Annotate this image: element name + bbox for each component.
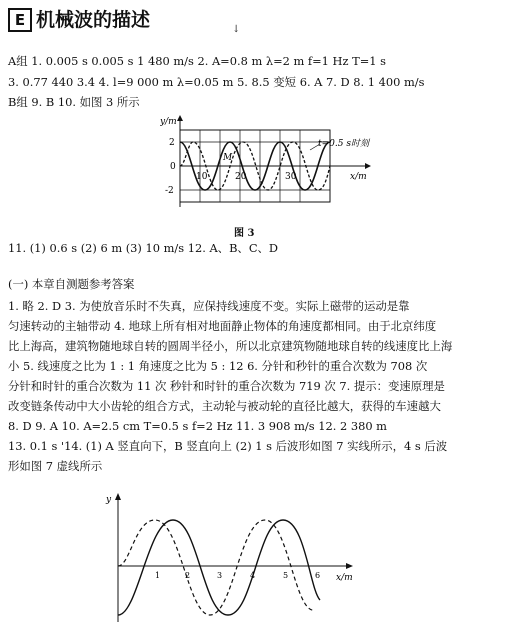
figure-3 — [160, 112, 390, 222]
x-tick-30: 30 — [285, 172, 297, 182]
y-tick-2: 2 — [169, 138, 175, 148]
answer-line: 1. 略 2. D 3. 为使放音乐时不失真，应保持线速度不变。实际上磁带的运动是靠 — [8, 299, 410, 313]
section-heading: (一) 本章自测题参考答案 — [8, 277, 135, 291]
answer-line-a1: A组 1. 0.005 s 0.005 s 1 480 m/s 2. A=0.8 m λ=2 m f=1 Hz T=1 s — [8, 54, 386, 68]
answer-line: 匀速转动的主轴带动 4. 地球上所有相对地面静止物体的角速度都相同。由于北京纬度 — [8, 319, 437, 333]
answer-line-a2: 3. 0.77 440 3.4 4. l=9 000 m λ=0.05 m 5. 8.5 变短 6. A 7. D 8. 1 400 m/s — [8, 75, 425, 89]
x-axis-label: x/m — [336, 573, 353, 583]
wave-dashed — [118, 520, 315, 615]
y-tick-0: 0 — [170, 162, 176, 172]
x-tick-5: 5 — [283, 571, 289, 580]
answer-line-11: 11. (1) 0.6 s (2) 6 m (3) 10 m/s 12. A、B、C、D — [8, 241, 279, 255]
x-tick-4: 4 — [250, 571, 256, 580]
x-tick-1: 1 — [155, 571, 161, 580]
y-axis-label: y/m — [160, 117, 177, 127]
answer-line: 比上海高，建筑物随地球自转的圆周半径小，所以北京建筑物随地球自转的线速度比上海 — [8, 339, 453, 353]
section-badge: E — [8, 8, 32, 32]
x-tick-2: 2 — [185, 571, 191, 580]
curve-label: t=0.5 s时刻 — [318, 139, 369, 149]
point-m-label: M — [223, 153, 233, 163]
y-axis-label: y — [106, 495, 112, 505]
x-tick-3: 3 — [217, 571, 223, 580]
wave-solid — [118, 520, 320, 615]
figure-3-caption: 图 3 — [234, 228, 255, 239]
answer-line: 8. D 9. A 10. A=2.5 cm T=0.5 s f=2 Hz 11. 3 908 m/s 12. 2 380 m — [8, 419, 387, 433]
arrow-mark: ↓ — [232, 24, 241, 35]
x-tick-20: 20 — [235, 172, 247, 182]
answer-line-b1: B组 9. B 10. 如图 3 所示 — [8, 95, 140, 109]
answer-line: 13. 0.1 s '14. (1) A 竖直向下，B 竖直向上 (2) 1 s 后波形如图 7 实线所示，4 s 后波 — [8, 439, 448, 453]
y-tick-neg2: -2 — [165, 186, 174, 196]
answer-line: 分针和时针的重合次数为 11 次 秒针和时针的重合次数为 719 次 7. 提示：变速原理是 — [8, 379, 445, 393]
x-tick-10: 10 — [196, 172, 208, 182]
x-tick-6: 6 — [315, 571, 321, 580]
answer-line: 形如图 7 虚线所示 — [8, 459, 103, 473]
figure-7 — [100, 490, 370, 630]
answer-line: 小 5. 线速度之比为 1 : 1 角速度之比为 5 : 12 6. 分针和秒针的重合次数为 708 次 — [8, 359, 428, 373]
x-axis-label: x/m — [350, 172, 367, 182]
section-title: 机械波的描述 — [36, 9, 151, 31]
answer-line: 改变链条传动中大小齿轮的组合方式，主动轮与被动轮的直径比越大，获得的车速越大 — [8, 399, 441, 413]
